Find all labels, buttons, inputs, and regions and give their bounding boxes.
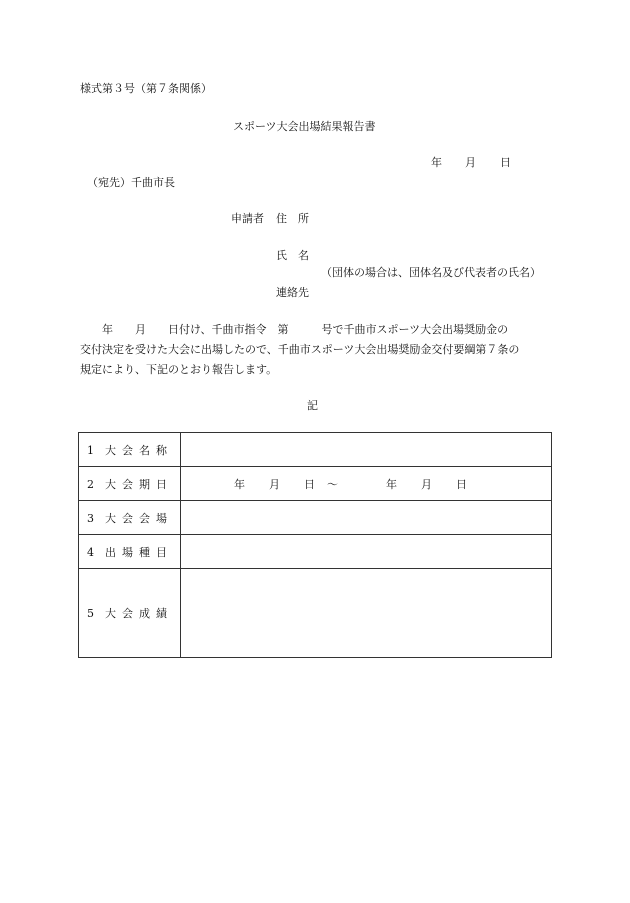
body-line: 年 月 日付け、千曲市指令 第 号で千曲市スポーツ大会出場奨励金の xyxy=(80,323,509,336)
row-label xyxy=(79,535,181,569)
event-period xyxy=(181,476,561,490)
row-number: 3 xyxy=(87,511,94,525)
row-label xyxy=(79,467,181,501)
event-period-field[interactable] xyxy=(181,467,552,501)
report-body xyxy=(80,320,555,380)
date-month: 月 xyxy=(465,156,476,169)
period-month-end: 月 xyxy=(421,478,432,491)
applicant-heading: 申請者 xyxy=(231,212,264,225)
row-label-text: 大会成績 xyxy=(105,607,173,620)
body-line: 規定により、下記のとおり報告します。 xyxy=(80,363,278,376)
table-row xyxy=(79,433,552,467)
body-line: 交付決定を受けた大会に出場したので、千曲市スポーツ大会出場奨励金交付要綱第７条の xyxy=(80,343,520,356)
form-number: 様式第３号（第７条関係） xyxy=(80,82,212,95)
row-label-text: 大会会場 xyxy=(105,511,173,525)
event-category-field[interactable] xyxy=(181,535,552,569)
addressee: （宛先）千曲市長 xyxy=(87,176,175,189)
report-table xyxy=(78,432,552,658)
name-label: 氏 名 xyxy=(276,249,309,262)
contact-label: 連絡先 xyxy=(276,286,309,299)
row-label xyxy=(79,433,181,467)
venue-field[interactable] xyxy=(181,501,552,535)
period-year-end: 年 xyxy=(386,478,397,491)
table-row xyxy=(79,535,552,569)
row-number: 4 xyxy=(87,545,94,559)
name-note: （団体の場合は、団体名及び代表者の氏名） xyxy=(321,266,541,279)
address-label: 住 所 xyxy=(276,212,309,225)
table-row xyxy=(79,569,552,658)
period-tilde: ～ xyxy=(327,478,338,491)
period-year-start: 年 xyxy=(234,478,245,491)
row-number: 2 xyxy=(87,477,94,491)
table-row xyxy=(79,501,552,535)
document-title: スポーツ大会出場結果報告書 xyxy=(233,120,376,133)
row-number: 1 xyxy=(87,443,94,457)
ki-heading: 記 xyxy=(307,399,318,412)
row-label-text: 大会名称 xyxy=(105,443,173,457)
period-day-end: 日 xyxy=(456,478,467,491)
row-label xyxy=(79,569,181,658)
period-day-start: 日 xyxy=(304,478,315,491)
row-number: 5 xyxy=(87,607,94,620)
date-year: 年 xyxy=(431,156,442,169)
row-label-text: 出場種目 xyxy=(105,545,173,559)
event-name-field[interactable] xyxy=(181,433,552,467)
row-label-text: 大会期日 xyxy=(105,477,173,491)
row-label xyxy=(79,501,181,535)
table-row xyxy=(79,467,552,501)
period-month-start: 月 xyxy=(269,478,280,491)
date-day: 日 xyxy=(500,156,511,169)
results-field[interactable] xyxy=(181,569,552,658)
